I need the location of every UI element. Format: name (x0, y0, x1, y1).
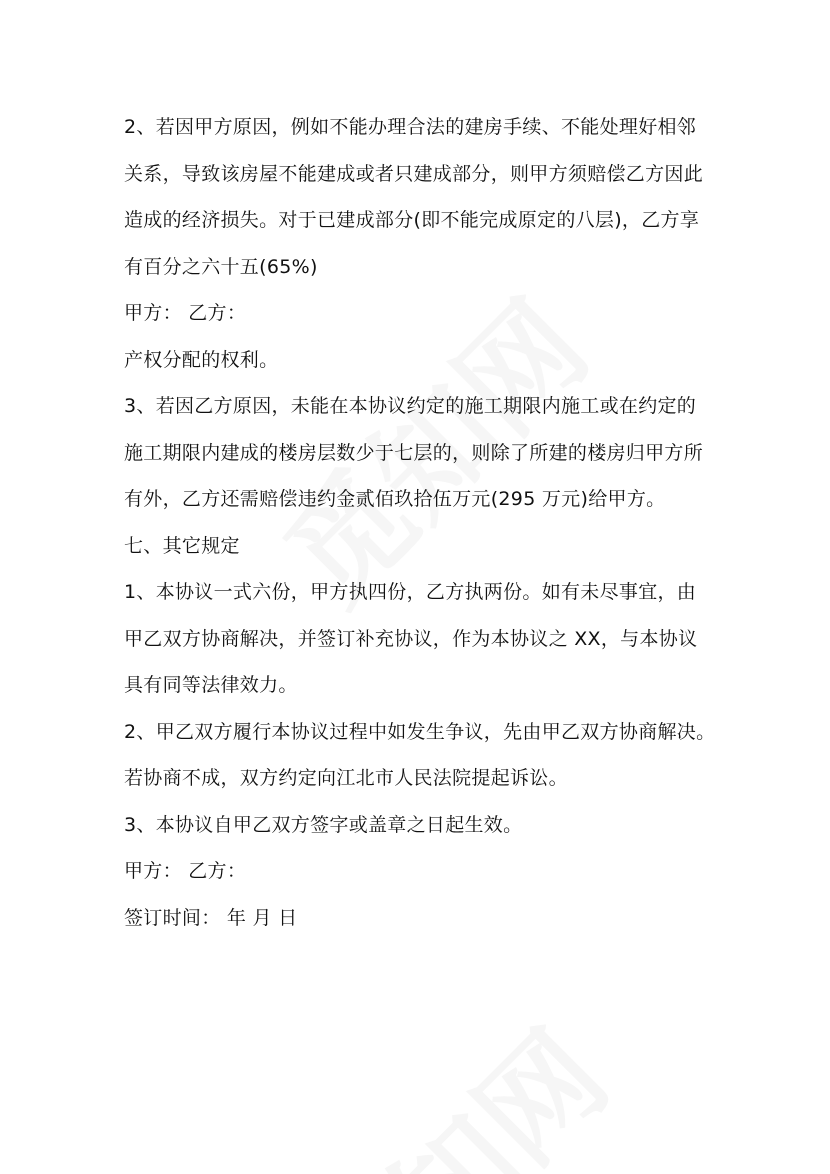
clause-3-line-3: 有外，乙方还需赔偿违约金贰佰玖拾伍万元(295 万元)给甲方。 (124, 488, 666, 510)
provision-2-line-1: 2、甲乙双方履行本协议过程中如发生争议，先由甲乙双方协商解决。 (124, 720, 716, 743)
clause-2-line-3: 造成的经济损失。对于已建成部分(即不能完成原定的八层)，乙方享 (124, 209, 700, 231)
clause-3-line-1: 3、若因乙方原因，未能在本协议约定的施工期限内施工或在约定的 (124, 395, 697, 417)
watermark-text-bottom (281, 1007, 634, 1174)
final-signature-line: 甲方： 乙方： (124, 860, 247, 882)
signing-date-line: 签订时间： 年 月 日 (124, 906, 298, 929)
watermark-bottom (262, 988, 638, 1174)
clause-2-line-5: 产权分配的权利。 (124, 348, 279, 371)
clause-2-line-4: 有百分之六十五(65%) (124, 255, 318, 278)
clause-3-line-2: 施工期限内建成的楼房层数少于七层的，则除了所建的楼房归甲方所 (124, 441, 704, 464)
party-signature-line: 甲方： 乙方： (124, 302, 247, 324)
document-body (124, 104, 724, 941)
section-heading-other-provisions: 七、其它规定 (124, 534, 240, 557)
provision-3-line-1: 3、本协议自甲乙双方签字或盖章之日起生效。 (124, 813, 523, 836)
clause-2-line-1: 2、若因甲方原因，例如不能办理合法的建房手续、不能处理好相邻 (124, 116, 697, 138)
clause-2-line-2: 关系，导致该房屋不能建成或者只建成部分，则甲方须赔偿乙方因此 (124, 162, 704, 185)
provision-1-line-2: 甲乙双方协商解决，并签订补充协议，作为本协议之 XX，与本协议 (124, 627, 698, 650)
provision-2-line-2: 若协商不成，双方约定向江北市人民法院提起诉讼。 (124, 767, 568, 789)
provision-1-line-1: 1、本协议一式六份，甲方执四份，乙方执两份。如有未尽事宜，由 (124, 581, 697, 603)
provision-1-line-3: 具有同等法律效力。 (124, 674, 298, 696)
